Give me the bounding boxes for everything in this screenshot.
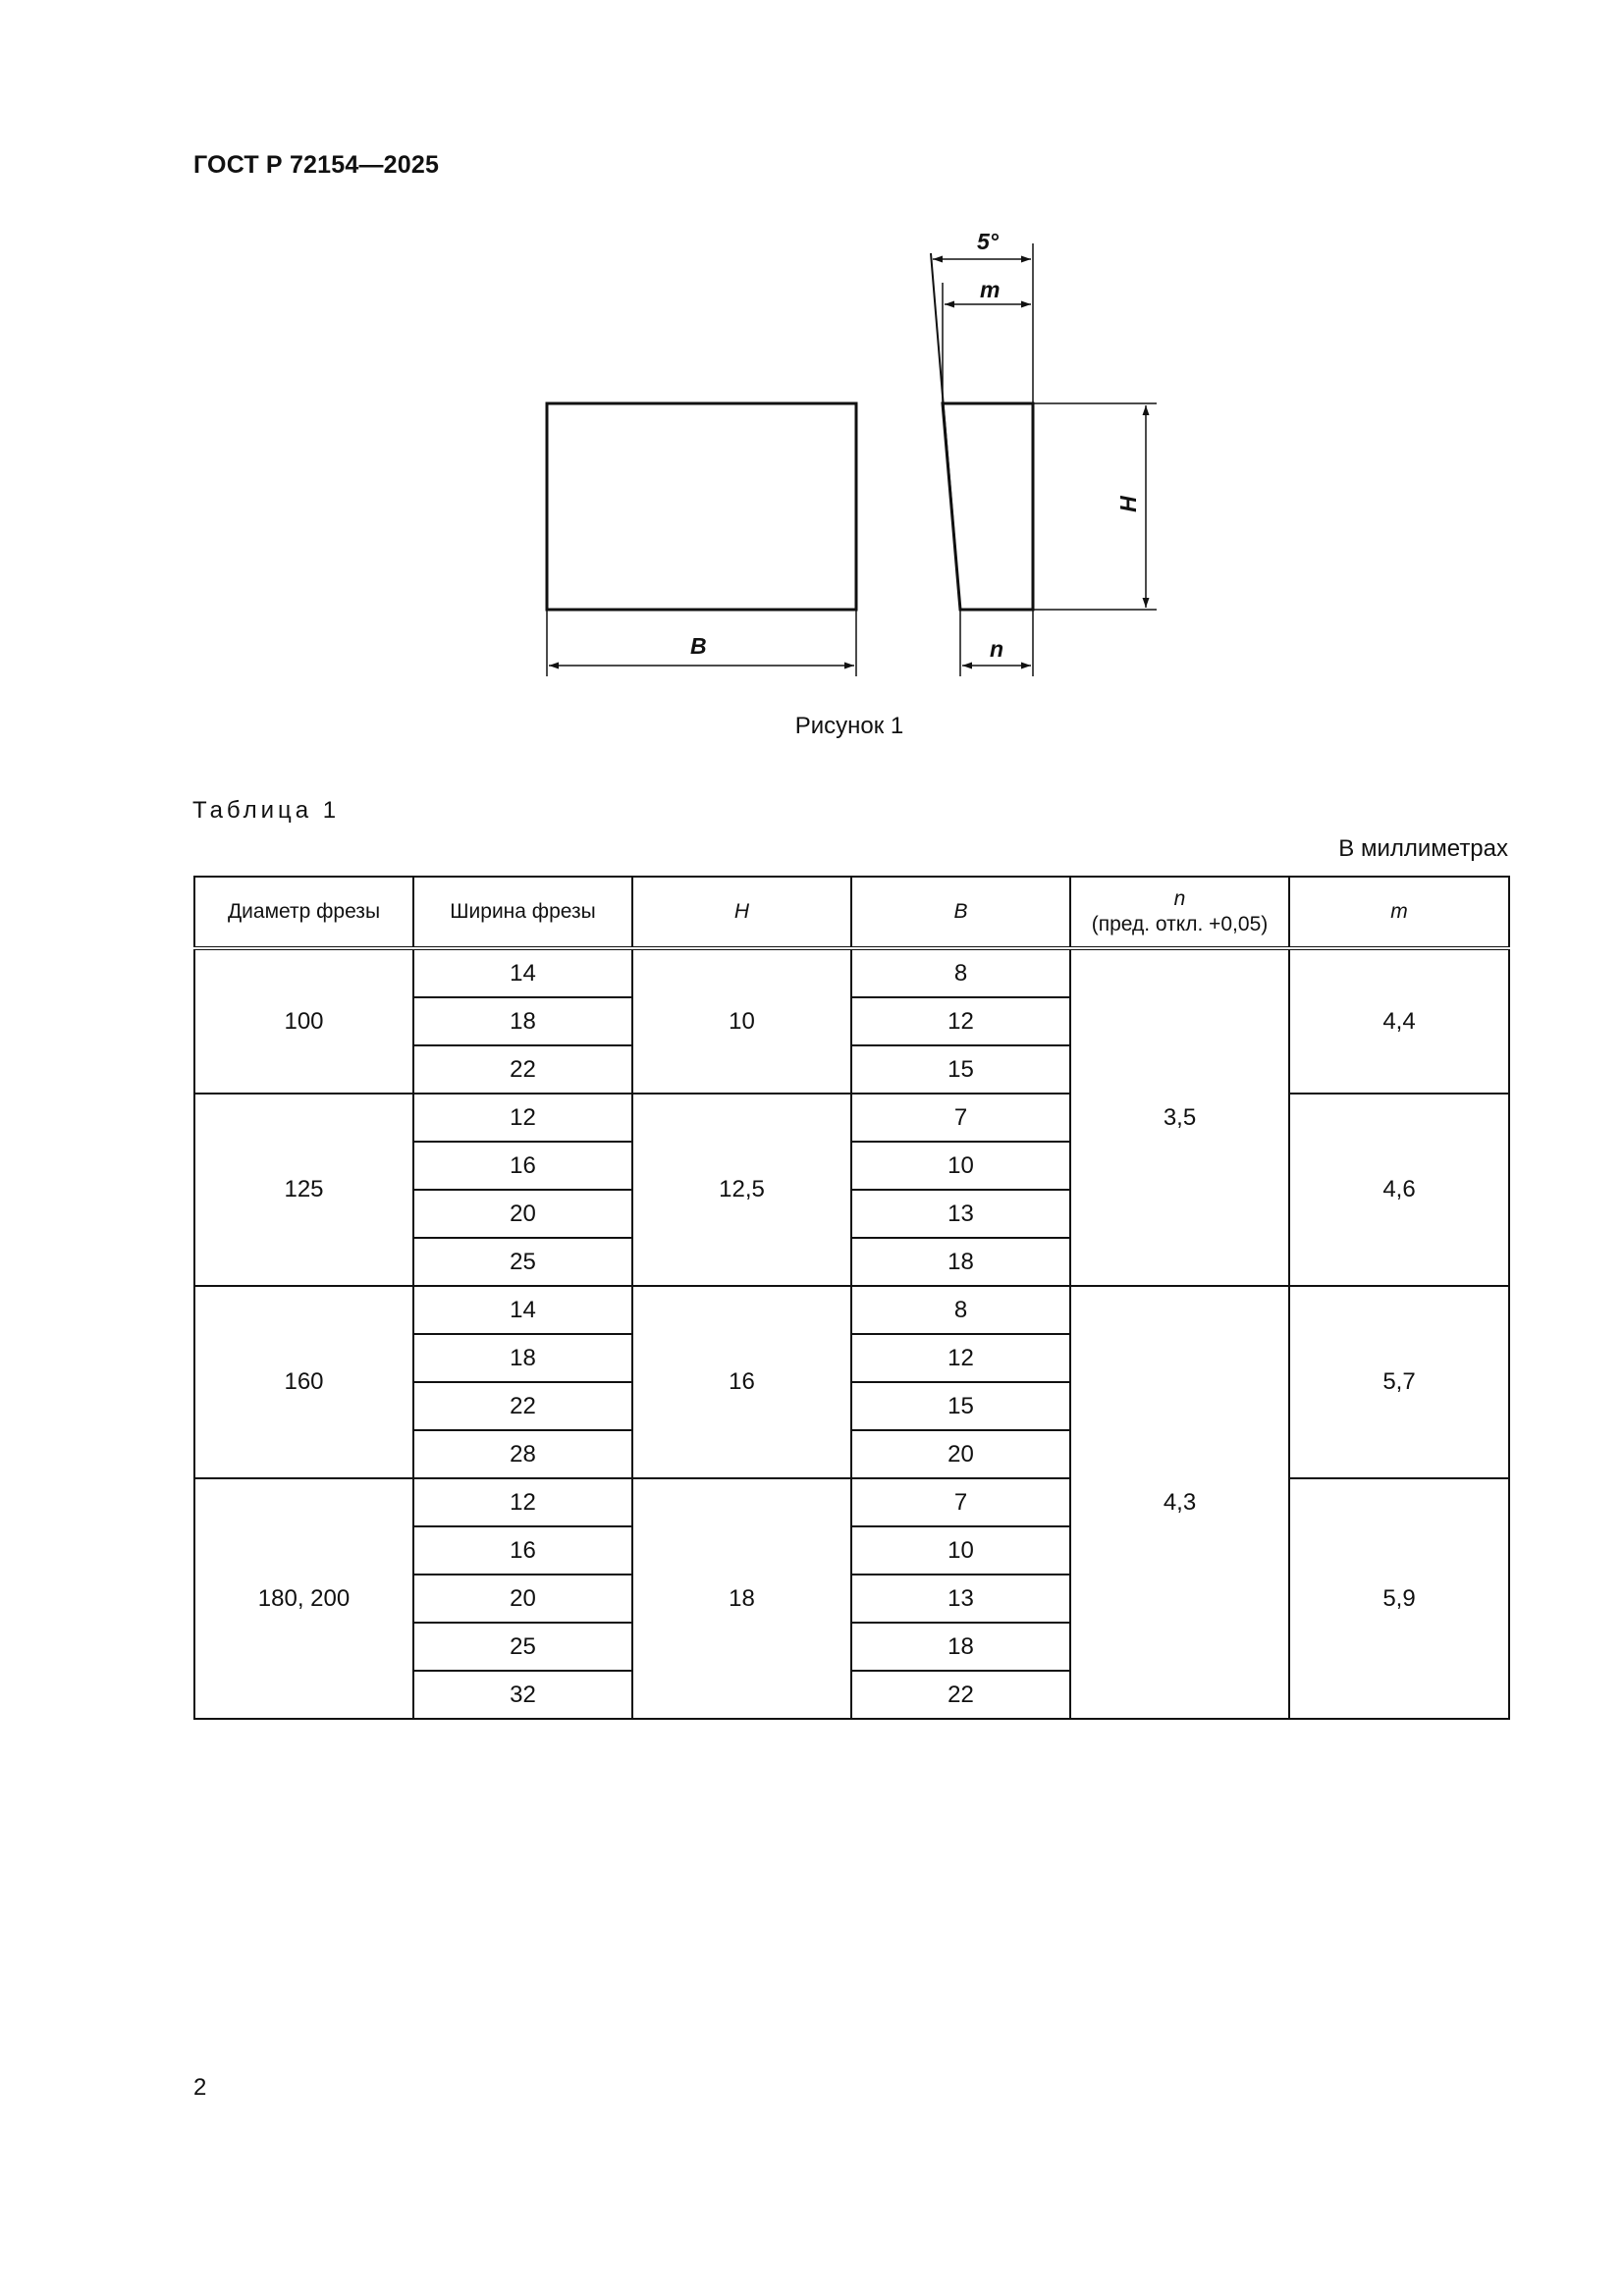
header-n — [1070, 877, 1289, 948]
cell-diameter: 100 — [194, 948, 413, 1094]
cell-width: 20 — [413, 1575, 632, 1623]
table-row — [194, 1478, 1509, 1526]
cell-b: 22 — [851, 1671, 1070, 1719]
header-diameter: Диаметр фрезы — [194, 877, 413, 948]
cell-b: 18 — [851, 1238, 1070, 1286]
label-b: B — [690, 633, 707, 659]
cell-width: 22 — [413, 1045, 632, 1094]
cell-diameter: 180, 200 — [194, 1478, 413, 1719]
cell-b: 8 — [851, 948, 1070, 997]
cell-width: 12 — [413, 1478, 632, 1526]
page-number: 2 — [193, 2074, 207, 2101]
cell-width: 14 — [413, 948, 632, 997]
table-row — [194, 948, 1509, 997]
figure-drawing — [0, 0, 1624, 785]
cell-h: 10 — [632, 948, 851, 1094]
cell-width: 25 — [413, 1238, 632, 1286]
cell-width: 18 — [413, 997, 632, 1045]
cell-b: 7 — [851, 1478, 1070, 1526]
cell-m: 5,7 — [1289, 1286, 1509, 1478]
figure-caption: Рисунок 1 — [794, 713, 904, 739]
cell-b: 18 — [851, 1623, 1070, 1671]
cell-h: 16 — [632, 1286, 851, 1478]
cell-n: 4,3 — [1070, 1286, 1289, 1719]
cell-diameter: 125 — [194, 1094, 413, 1286]
cell-width: 28 — [413, 1430, 632, 1478]
cell-width: 32 — [413, 1671, 632, 1719]
cell-diameter: 160 — [194, 1286, 413, 1478]
cell-width: 12 — [413, 1094, 632, 1142]
cell-b: 10 — [851, 1526, 1070, 1575]
table-row — [194, 1094, 1509, 1142]
cell-width: 25 — [413, 1623, 632, 1671]
cell-width: 20 — [413, 1190, 632, 1238]
cell-b: 8 — [851, 1286, 1070, 1334]
cell-b: 12 — [851, 997, 1070, 1045]
cell-b: 20 — [851, 1430, 1070, 1478]
cell-b: 15 — [851, 1045, 1070, 1094]
blade-profile — [943, 403, 1033, 610]
cell-b: 15 — [851, 1382, 1070, 1430]
cell-width: 14 — [413, 1286, 632, 1334]
table-row — [194, 1286, 1509, 1334]
header-width: Ширина фрезы — [413, 877, 632, 948]
label-angle: 5° — [977, 229, 999, 254]
cell-width: 16 — [413, 1526, 632, 1575]
cell-b: 13 — [851, 1190, 1070, 1238]
header-n-symbol: n — [1173, 886, 1186, 910]
units-note: В миллиметрах — [1338, 835, 1508, 862]
cell-width: 18 — [413, 1334, 632, 1382]
header-b: B — [851, 877, 1070, 948]
dimensions-table — [193, 876, 1510, 1720]
blade-face-rect — [547, 403, 856, 610]
cell-b: 7 — [851, 1094, 1070, 1142]
table-title: Таблица 1 — [192, 797, 341, 824]
cell-b: 13 — [851, 1575, 1070, 1623]
cell-b: 10 — [851, 1142, 1070, 1190]
label-m: m — [980, 277, 1001, 302]
cell-width: 22 — [413, 1382, 632, 1430]
cell-m: 5,9 — [1289, 1478, 1509, 1719]
cell-h: 18 — [632, 1478, 851, 1719]
label-n: n — [990, 636, 1004, 662]
header-m: m — [1289, 877, 1509, 948]
cell-b: 12 — [851, 1334, 1070, 1382]
cell-width: 16 — [413, 1142, 632, 1190]
header-n-tolerance: (пред. откл. +0,05) — [1091, 913, 1269, 935]
cell-n: 3,5 — [1070, 948, 1289, 1286]
figure-1 — [0, 0, 1624, 785]
table-header-row — [194, 877, 1509, 948]
document-code: ГОСТ Р 72154—2025 — [193, 151, 440, 179]
cell-h: 12,5 — [632, 1094, 851, 1286]
cell-m: 4,4 — [1289, 948, 1509, 1094]
label-h: H — [1114, 496, 1141, 512]
header-h: H — [632, 877, 851, 948]
cell-m: 4,6 — [1289, 1094, 1509, 1286]
